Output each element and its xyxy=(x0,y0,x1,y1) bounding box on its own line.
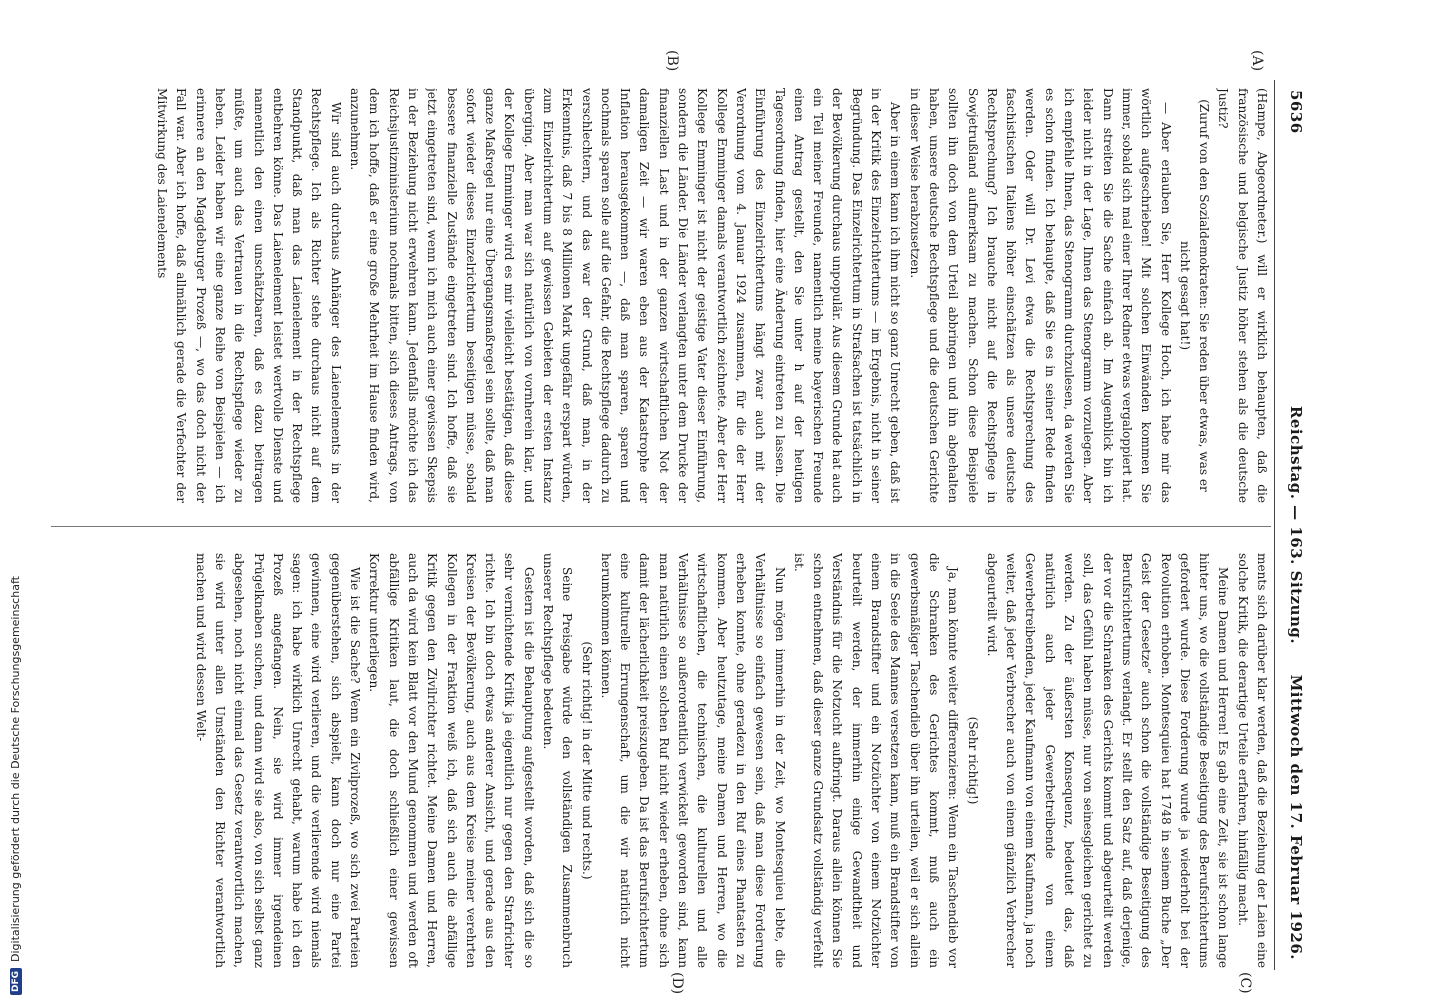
margin-marker-d: (D) xyxy=(669,972,685,995)
margin-marker-c: (C) xyxy=(1237,972,1253,994)
header-rule xyxy=(1274,80,1275,970)
paragraph: Aber in einem kann ich ihm nicht so ganz Unrecht geben, daß ist in der Kritik des Einzelrichtertums — im Ergebnis, nicht in seiner Begründung. Das Einzelrichtertum in Strafsachen ist tatsächlich in der Bevölkerung durchaus unpopulär. Aus diesem Grunde hat auch ein Teil meiner Freunde, namentlich meine bayerischen Freunde einen Antrag gestellt, den Sie unter h auf der heutigen Tagesordnung finden, hier eine Änderung eintreten zu lassen. Die Einführung des Einzelrichtertums hängt zwar auch mit der Verordnung vom 4. Januar 1924 zusammen, für die der Herr Kollege Emminger damals verantwortlich zeichnete. Aber der Herr Kollege Emminger ist nicht der geistige Vater dieser Einführung, sondern die Länder. Die Länder verlangten unter dem Drucke der finanziellen Last und in der ganzen wirtschaftlichen Not der damaligen Zeit — wir waren eben aus der Katastrophe der Inflation herausgekommen —, daß man sparen, sparen und nochmals sparen solle auf die Gefahr, die Rechtspflege dadurch zu verschlechtern, und das war der Grund, daß man, in der Erkenntnis, daß 7 bis 8 Millionen Mark ungefähr erspart würden, zum Einzelrichtertum auf gewissen Gebieten der ersten Instanz überging. Aber man war sich natürlich von vornherein klar, und der Kollege Emminger wird es mir vielleicht bestätigen, daß diese ganze Maßregel nur eine Übergangsmaßregel sein sollte, daß man sofort wieder dieses Einzelrichtertum beseitigen müsse, sobald bessere finanzielle Zustände eingetreten sind. Ich hoffe, daß sie jetzt eingetreten sind, wenn ich mich auch einer gewissen Skepsis in der Beziehung nicht erwehren kann. Jedenfalls möchte ich das Reichsjustizministerium nochmals bitten, sich dieses Antrags, von dem ich hoffe, daß er eine große Mehrheit im Hause finden wird, anzunehmen. xyxy=(348,88,903,503)
column-divider xyxy=(51,526,1271,527)
paragraph: ments sich darüber klar werden, daß die Beziehung der Laien eine solche Kritik, die derartige Urteile erfahren, hinfällig macht. xyxy=(1235,553,1269,968)
text-column-right xyxy=(51,553,1271,968)
paragraph: (Hampe, Abgeordneter.) will er wirklich behaupten, daß die französische und belgische Justiz höher stehen als die deutsche Justiz? xyxy=(1216,88,1269,503)
paragraph: — Aber erlauben Sie, Herr Kollege Hoch, ich habe mir das wörtlich aufgeschrieben! Mit solchen Einwänden kommen Sie immer, sobald sich mal einer Ihrer Redner etwas vergaloppiert hat. Dann streiten Sie die Sache einfach ab. Im Augenblick bin ich leider nicht in der Lage, Ihnen das Stenogramm vorzulegen. Aber ich empfehle Ihnen, das Stenogramm durchzulesen, da werden Sie es schon finden. Ich behaupte, daß Sie es in seiner Rede finden werden. Oder will Dr. Levi etwa die Rechtsprechung des faschistischen Italiens höher einschätzen als unsere deutsche Rechtsprechung? Ich brauche nicht auf die Rechtspflege in Sowjetrußland aufmerksam zu machen. Schon diese Beispiele sollten ihn doch von dem Urteil abbringen und ihn abgehalten haben, unsere deutsche Rechtspflege und die deutschen Gerichte in dieser Weise herabzusetzen. xyxy=(907,88,1173,503)
interjection: (Sehr richtig!) xyxy=(965,716,980,805)
paragraph: Meine Damen und Herren! Es gab eine Zeit, sie ist schon lange hinter uns, wo die vollständige Beseitigung des Berufsrichtertums gefordert wurde. Diese Forderung wurde ja wiederholt bei der Revolution erhoben. Montesquieu hat 1748 in seinem Buche „Der Geist der Gesetze“ auch schon die vollständige Beseitigung des Berufsrichtertums verlangt. Er stellt den Satz auf, daß derjenige, der vor die Schranken des Gerichts kommt und abgeurteilt werden soll, das Gefühl haben müsse, nur von seinesgleichen gerichtet zu werden. Zu der äußersten Konsequenz, bedeutet das, daß natürlich auch jeder Gewerbetreibende von einem Gewerbetreibenden, jeder Kaufmann von einem Kaufmann, ja noch weiter, daß jeder Verbrecher auch von einem gänzlich Verbrecher abgeurteilt wird. xyxy=(984,553,1231,968)
paragraph: Nun mögen immerhin in der Zeit, wo Montesquieu lebte, die Verhältnisse so einfach gewesen sein, daß man diese Forderung erheben konnte, ohne geradezu in den Ruf eines Phantasten zu kommen. Aber heutzutage, meine Damen und Herren, wo die wirtschaftlichen, die technischen, die kulturellen und alle Verhältnisse so außerordentlich verwickelt geworden sind, kann man natürlich einen solchen Ruf nicht wieder erheben, ohne sich damit der lächerlichkeit preiszugeben. Da ist das Berufsrichtertum eine kulturelle Errungenschaft, um die wir natürlich nicht herumkommen können. xyxy=(598,553,787,968)
newspaper-page xyxy=(25,0,1315,1000)
paragraph: Ja, man könnte weiter differenzieren: Wenn ein Taschendieb vor die Schranken des Gerichtes kommt, muß auch ein gewerbsmäßiger Taschendieb über ihn urteilen, weil er sich allein in die Seele des Mannes versetzen kann, muß ein Brandstifter von einem Brandstifter und ein Notzüchter von einem Notzüchter beurteilt werden, der immerhin einige Gewandtheit und Verständnis für die Notzucht aufbringt. Daraus allein können Sie schon entnehmen, daß dieser ganze Grundsatz vollständig verfehlt ist. xyxy=(791,553,961,968)
digitization-credit xyxy=(9,0,27,995)
page-title: Reichstag. — 163. Sitzung. xyxy=(1287,405,1305,645)
interjection: (Zuruf von den Sozialdemokraten: Sie reden über etwas, was er nicht gesagt hat!) xyxy=(1177,99,1212,492)
margin-marker-b: (B) xyxy=(664,50,680,72)
paragraph: Seine Preisgabe würde den vollständigen Zusammenbruch unserer Rechtspflege bedeuten. xyxy=(541,553,575,968)
paragraph: Wie ist die Sache? Wenn ein Zivilprozeß, wo sich zwei Parteien gegenüberstehen, sich abspielt, kann doch nur eine Partei gewinnen, eine wird verlieren, und die verlierende wird niemals sagen: ich habe wirklich Unrecht gehabt, warum habe ich den Prozeß angefangen. Nein, sie wird immer irgendeinen Prügelknaben suchen, und dann wird sie also, von sich selbst ganz abgesehen, noch nicht einmal das Gesetz verantwortlich machen, sie wird unter allen Umständen den Richter verantwortlich machen und wird dessen Welt- xyxy=(193,553,363,968)
text-column-left xyxy=(51,88,1271,503)
page-header xyxy=(1281,90,1309,960)
margin-marker-a: (A) xyxy=(1249,50,1265,72)
interjection: (Sehr richtig! in der Mitte und rechts.) xyxy=(579,641,594,880)
paragraph: Wir sind auch durchaus Anhänger des Laienelements in der Rechtspflege. Ich als Richter stehe durchaus nicht auf dem Standpunkt, daß man das Laienelement in der Rechtspflege entbehren könne. Das Laienelement leistet wertvolle Dienste und namentlich den einen unschätzbaren, daß es dazu beitragen müßte, um auch das Vertrauen in die Rechtspflege wieder zu heben. Leider haben wir eine ganze Reihe von Beispielen — ich erinnere an den Magdeburger Prozeß —, wo das doch nicht der Fall war. Aber ich hoffe, daß allmählich gerade die Verfechter der Mitwirkung des Laienelements xyxy=(155,88,343,503)
paragraph: Gestern ist die Behauptung aufgestellt worden, daß sich die so sehr vernichtende Kritik ja eigentlich nur gegen den Strafrichter richte. Ich bin doch etwas anderer Ansicht, und gerade aus den Kreisen der Bevölkerung, auch aus dem Kreise meiner verehrten Kollegen in der Fraktion weiß ich, daß sich auch die abfällige Kritik gegen den Zivilrichter richtet. Meine Damen und Herren, auch da wird kein Blatt vor den Mund genommen und werden oft abfällige Kritiken laut, die doch schließlich einer gewissen Korrektur unterliegen. xyxy=(367,553,536,968)
credit-text: Digitalisierung gefördert durch die Deutsche Forschungsgemeinschaft xyxy=(9,576,22,962)
dfg-logo-icon: DFG xyxy=(10,968,22,995)
page-date: Mittwoch den 17. Februar 1926. xyxy=(1287,674,1305,960)
page-number: 5636 xyxy=(1287,90,1305,134)
